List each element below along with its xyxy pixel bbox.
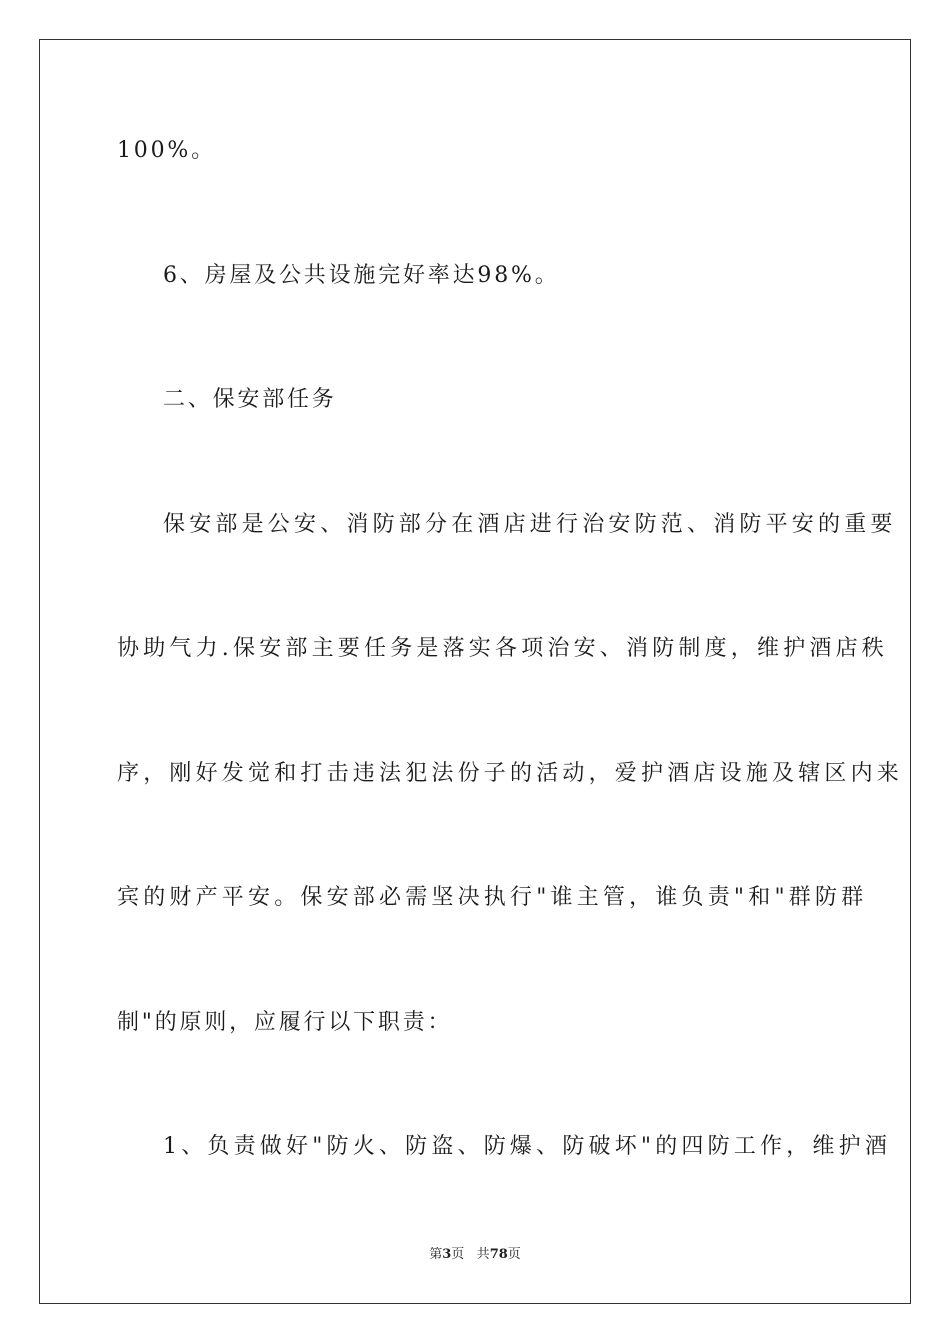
text-line-2: 6、房屋及公共设施完好率达98%。	[163, 263, 560, 288]
text-line-4: 保安部是公安、消防部分在酒店进行治安防范、消防平安的重要	[163, 512, 897, 537]
page-footer	[0, 1246, 950, 1264]
text-line-8: 制"的原则，应履行以下职责：	[117, 1010, 453, 1035]
footer-total-prefix: 共	[476, 1247, 490, 1262]
text-line-5: 协助气力.保安部主要任务是落实各项治安、消防制度，维护酒店秩	[117, 636, 888, 661]
page-border	[39, 39, 911, 1304]
footer-page-number: 3	[442, 1247, 452, 1262]
text-line-6: 序，刚好发觉和打击违法犯法份子的活动，爱护酒店设施及辖区内来	[117, 761, 904, 786]
footer-page-prefix: 第	[429, 1247, 443, 1262]
text-line-9: 1、负责做好"防火、防盗、防爆、防破坏"的四防工作，维护酒	[163, 1134, 892, 1159]
text-line-7: 宾的财产平安。保安部必需坚决执行"谁主管，谁负责"和"群防群	[117, 885, 868, 910]
footer-page-suffix: 页	[451, 1247, 465, 1262]
section-heading: 二、保安部任务	[163, 387, 337, 412]
text-line-1: 100%。	[117, 138, 216, 163]
footer-total-suffix: 页	[507, 1247, 521, 1262]
footer-total-pages: 78	[489, 1247, 508, 1262]
